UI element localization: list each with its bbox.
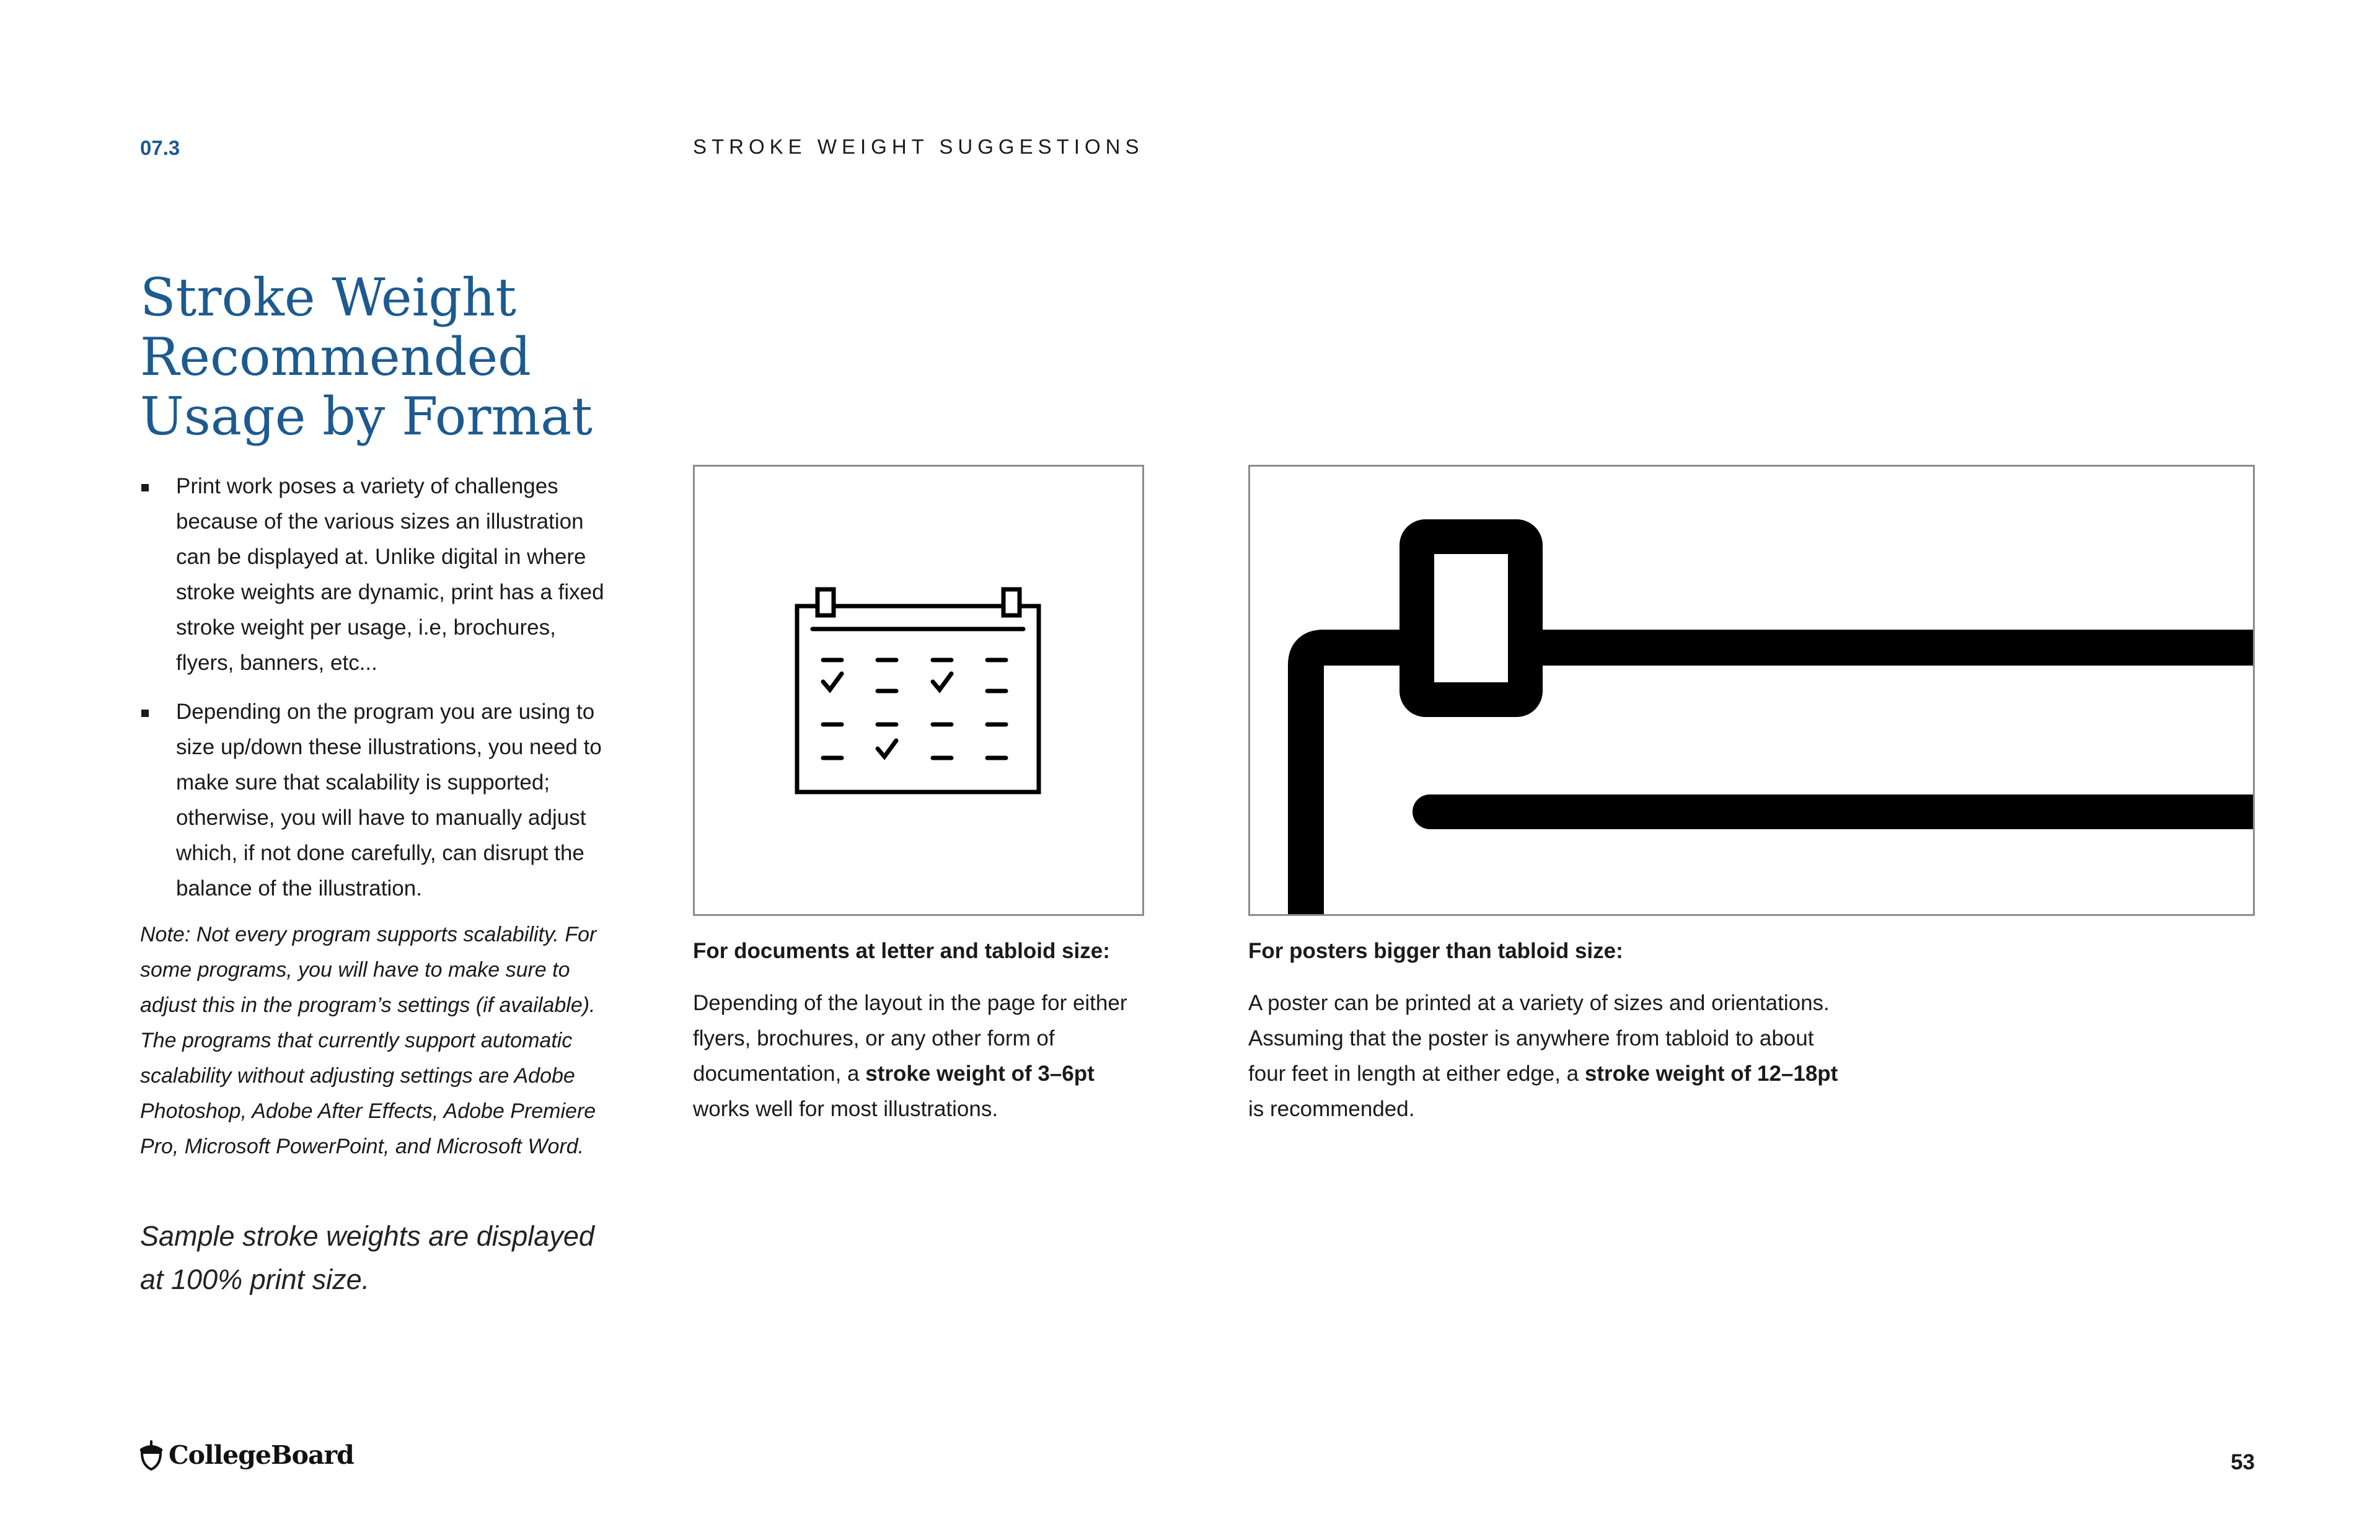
posters-caption-title: For posters bigger than tabloid size: [1248, 939, 1623, 963]
calendar-icon [695, 467, 1142, 914]
collegeboard-logo [138, 1439, 354, 1471]
documents-illustration-panel [693, 465, 1144, 916]
sample-note: Sample stroke weights are displayed at 100% print size. [140, 1220, 594, 1295]
caption-text: works well for most illustrations. [693, 1097, 998, 1121]
caption-highlight: stroke weight of 3–6pt [865, 1062, 1095, 1086]
posters-illustration-panel [1248, 465, 2255, 916]
scalability-note: Note: Not every program supports scalability. For some programs, you will have to make sure to adjust this in the program’s settings (if available). The programs that currently support automatic scalability without adjusting settings are Adobe Photoshop, Adobe After Effects, Adobe Premiere Pro, Microsoft PowerPoint, and Microsoft Word. [140, 923, 597, 1158]
page-number: 53 [2231, 1450, 2255, 1474]
logo-text: CollegeBoard [169, 1440, 354, 1470]
page-title-line: Stroke Weight [140, 267, 517, 328]
section-number: 07.3 [140, 136, 180, 159]
acorn-icon [138, 1439, 165, 1471]
bullet-list [140, 469, 611, 920]
caption-text: Depending of the layout in the page for either flyers, brochures, or any other form of documentation, a [693, 991, 1127, 1086]
documents-caption-body [693, 985, 1152, 1127]
page-title [140, 268, 698, 446]
documents-caption-title: For documents at letter and tabloid size: [693, 939, 1110, 963]
calendar-closeup-icon [1250, 467, 2253, 914]
bullet-item: Depending on the program you are using to size up/down these illustrations, you need to make sure that scalability is supported; otherwise, you will have to manually adjust which, if not done carefully, can disrupt the balance of the illustration. [140, 694, 611, 906]
page-title-line: Recommended [140, 327, 531, 387]
bullet-item: Print work poses a variety of challenges because of the various sizes an illustration can be displayed at. Unlike digital in where stroke weights are dynamic, print has a fixed stroke weight per usage, i.e, brochures, flyers, banners, etc... [140, 469, 611, 680]
posters-caption-body [1248, 985, 1843, 1127]
caption-text: is recommended. [1248, 1097, 1415, 1121]
caption-highlight: stroke weight of 12–18pt [1584, 1062, 1838, 1086]
caption-text: A poster can be printed at a variety of sizes and orientations. Assuming that the poster is anywhere from tabloid to about four feet in length at either edge, a [1248, 991, 1830, 1086]
page-title-line: Usage by Format [140, 386, 593, 447]
section-title: STROKE WEIGHT SUGGESTIONS [693, 135, 1144, 158]
